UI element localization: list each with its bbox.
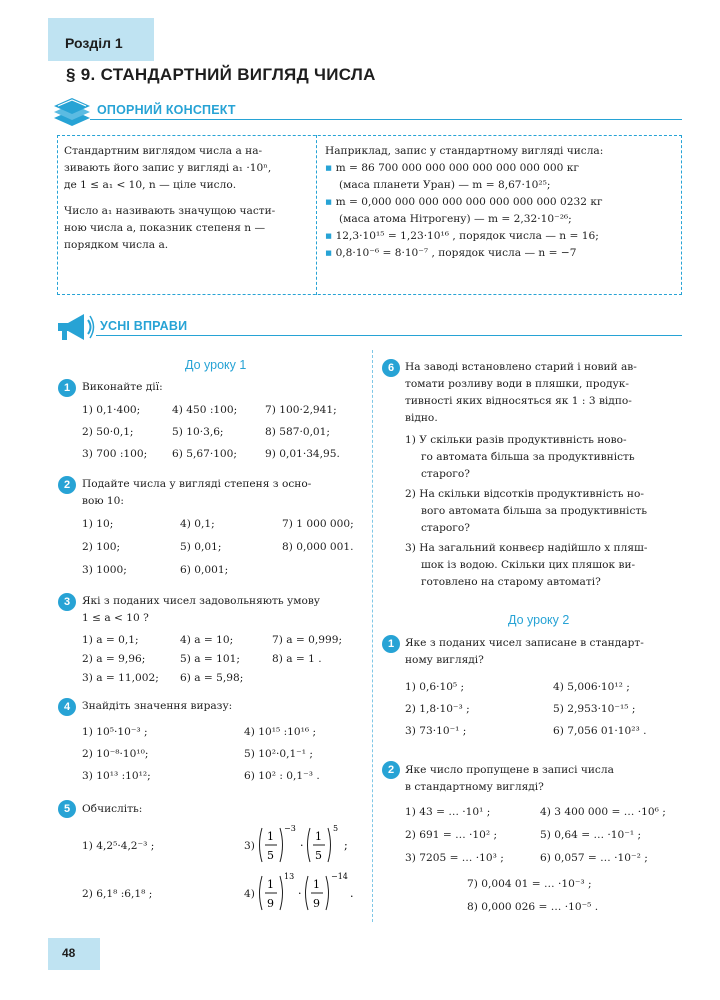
- fraction-denominator: 5: [267, 849, 274, 862]
- svg-text:·: ·: [298, 887, 302, 900]
- summary-header: ОПОРНИЙ КОНСПЕКТ: [97, 103, 236, 117]
- question-text: готовлено на старому автоматі?: [421, 576, 601, 588]
- exercise-item: 6) 0,057 = … ·10⁻² ;: [540, 852, 648, 864]
- exercise-number: 2: [58, 476, 76, 494]
- fraction-numerator: 1: [267, 830, 274, 843]
- exercise-title: Подайте числа у вигляді степеня з осно-: [82, 478, 312, 490]
- question-text: старого?: [421, 522, 470, 534]
- exercise-title: Виконайте дії:: [82, 381, 163, 393]
- exercise-item: 4): [244, 888, 255, 900]
- exercise-item: 2) 10⁻⁸·10¹⁰;: [82, 748, 149, 760]
- question-text: 2) На скільки відсотків продуктивність но-: [405, 488, 644, 500]
- exercise-item: 3) 73·10⁻¹ ;: [405, 725, 467, 737]
- summary-item: ▪ 12,3·10¹⁵ = 1,23·10¹⁶ , порядок числа — n = 16;: [325, 230, 599, 242]
- section-tab: [48, 18, 154, 61]
- exercise-item: 4) 10¹⁵ :10¹⁶ ;: [244, 726, 317, 738]
- section-label: Розділ 1: [65, 35, 123, 51]
- exercise-title: Яке число пропущене в записі числа: [405, 764, 614, 776]
- exercise-item: 3) 1000;: [82, 564, 127, 576]
- summary-item: ▪ m = 0,000 000 000 000 000 000 000 000 0232 кг: [325, 196, 603, 208]
- exercise-item: 5) 0,01;: [180, 541, 222, 553]
- exercise-item: 4) 450 :100;: [172, 404, 238, 416]
- svg-text:;: ;: [344, 839, 348, 852]
- exercise-number: 2: [382, 761, 400, 779]
- summary-right-intro: Наприклад, запис у стандартному вигляді числа:: [325, 145, 604, 157]
- exercise-item: 8) 0,000 001.: [282, 541, 354, 553]
- summary-item-text: (маса атома Нітрогену) — m = 2,32·10⁻²⁶;: [339, 213, 572, 225]
- exercise-item: 2) 691 = … ·10² ;: [405, 829, 498, 841]
- exercise-item: 1) 10⁵·10⁻³ ;: [82, 726, 148, 738]
- exercise-item: 8) a = 1 .: [272, 653, 322, 665]
- books-icon: [52, 96, 92, 130]
- summary-item-text: 0,8·10⁻⁶ = 8·10⁻⁷ , порядок числа — n = −7: [335, 247, 577, 259]
- summary-left-line: де 1 ≤ a₁ < 10, n — ціле число.: [64, 179, 237, 191]
- exercise-item: 1) a = 0,1;: [82, 634, 139, 646]
- exercise-title: в стандартному вигляді?: [405, 781, 544, 793]
- exercise-text: На заводі встановлено старий і новий ав-: [405, 361, 637, 373]
- exercise-item: 1) 4,2⁵·4,2⁻³ ;: [82, 840, 155, 852]
- fraction-denominator: 9: [267, 897, 274, 910]
- exercise-title: ному вигляді?: [405, 654, 484, 666]
- exercise-item: 3) 10¹³ :10¹²;: [82, 770, 151, 782]
- exercise-item: 3) a = 11,002;: [82, 672, 159, 684]
- exercise-number: 3: [58, 593, 76, 611]
- exercise-item: 6) 5,67·100;: [172, 448, 237, 460]
- column-divider: [372, 350, 373, 922]
- exercise-number: 4: [58, 698, 76, 716]
- exercise-item: 8) 0,000 026 = … ·10⁻⁵ .: [467, 901, 599, 913]
- summary-item-text: m = 86 700 000 000 000 000 000 000 000 кг: [335, 162, 579, 174]
- summary-right: [325, 143, 680, 262]
- summary-left-line: Стандартним виглядом числа a на-: [64, 145, 263, 157]
- exercise-item: 5) a = 101;: [180, 653, 240, 665]
- question-text: го автомата більша за продуктивність: [421, 451, 635, 463]
- exercise-text: відно.: [405, 412, 438, 424]
- exercise-item: 3) 7205 = … ·10³ ;: [405, 852, 504, 864]
- exercise-item: 2) a = 9,96;: [82, 653, 146, 665]
- summary-item: ▪ 0,8·10⁻⁶ = 8·10⁻⁷ , порядок числа — n = −7: [325, 247, 577, 259]
- summary-left-line: порядком числа a.: [64, 239, 169, 251]
- fraction-denominator: 5: [315, 849, 322, 862]
- summary-left-line: ною числа a, показник степеня n —: [64, 222, 266, 234]
- exercise-number: 1: [382, 635, 400, 653]
- svg-text:.: .: [350, 887, 354, 900]
- exercise-title: Знайдіть значення виразу:: [82, 700, 233, 712]
- exercise-item: 1) 0,6·10⁵ ;: [405, 681, 465, 693]
- question-text: шок із водою. Скільки цих пляшок ви-: [421, 559, 636, 571]
- exercise-item: 5) 10²·0,1⁻¹ ;: [244, 748, 313, 760]
- exercise-item: 1) 43 = … ·10¹ ;: [405, 806, 491, 818]
- megaphone-icon: [54, 310, 96, 348]
- exercise-item: 2) 100;: [82, 541, 121, 553]
- summary-left-line: зивають його запис у вигляді a₁ ·10ⁿ,: [64, 162, 272, 174]
- exercise-item: 6) 0,001;: [180, 564, 229, 576]
- question-text: 3) На загальний конвеєр надійшло x пляш-: [405, 542, 648, 554]
- exercise-item: 7) a = 0,999;: [272, 634, 343, 646]
- page-number: 48: [62, 946, 76, 960]
- exponent: −3: [284, 824, 296, 833]
- summary-item-text: m = 0,000 000 000 000 000 000 000 000 0232 кг: [335, 196, 603, 208]
- exponent: 13: [284, 872, 295, 881]
- fraction-expression: [258, 822, 368, 872]
- summary-item-text: 12,3·10¹⁵ = 1,23·10¹⁶ , порядок числа — n = 16;: [335, 230, 599, 242]
- exercise-title: Яке з поданих чисел записане в стандарт-: [405, 637, 644, 649]
- question-text: старого?: [421, 468, 470, 480]
- question-text: вого автомата більша за продуктивність: [421, 505, 648, 517]
- exercise-item: 6) a = 5,98;: [180, 672, 244, 684]
- exercise-item: 3) 700 :100;: [82, 448, 148, 460]
- exercise-item: 5) 2,953·10⁻¹⁵ ;: [553, 703, 636, 715]
- fraction-numerator: 1: [313, 878, 320, 891]
- exercise-item: 6) 10² : 0,1⁻³ .: [244, 770, 320, 782]
- exercise-item: 4) a = 10;: [180, 634, 234, 646]
- exercise-title: Які з поданих чисел задовольняють умову: [82, 595, 321, 607]
- exercise-item: 2) 1,8·10⁻³ ;: [405, 703, 470, 715]
- exercise-item: 4) 3 400 000 = … ·10⁶ ;: [540, 806, 666, 818]
- exercise-item: 4) 5,006·10¹² ;: [553, 681, 630, 693]
- fraction-numerator: 1: [315, 830, 322, 843]
- summary-left-line: Число a₁ називають значущою части-: [64, 205, 276, 217]
- exercise-item: 5) 10·3,6;: [172, 426, 224, 438]
- exercise-number: 6: [382, 359, 400, 377]
- exercise-title: Обчисліть:: [82, 803, 143, 815]
- question-text: 1) У скільки разів продуктивність ново-: [405, 434, 627, 446]
- exponent: −14: [331, 872, 348, 881]
- exercise-number: 1: [58, 379, 76, 397]
- svg-text:·: ·: [300, 839, 304, 852]
- fraction-denominator: 9: [313, 897, 320, 910]
- exercise-text: томати розливу води в пляшки, продук-: [405, 378, 629, 390]
- summary-left: [64, 143, 312, 254]
- exercise-item: 1) 10;: [82, 518, 114, 530]
- exercise-item: 2) 6,1⁸ :6,1⁸ ;: [82, 888, 153, 900]
- summary-divider: [316, 135, 317, 295]
- exercise-item: 7) 0,004 01 = … ·10⁻³ ;: [467, 878, 592, 890]
- exercise-item: 4) 0,1;: [180, 518, 215, 530]
- exercise-item: 2) 50·0,1;: [82, 426, 134, 438]
- page-title: § 9. СТАНДАРТНИЙ ВИГЛЯД ЧИСЛА: [66, 65, 376, 84]
- fraction-expression: [258, 870, 368, 920]
- fraction-numerator: 1: [267, 878, 274, 891]
- exercise-title: 1 ≤ a < 10 ?: [82, 612, 149, 624]
- exercise-item: 8) 587·0,01;: [265, 426, 330, 438]
- exercise-item: 5) 0,64 = … ·10⁻¹ ;: [540, 829, 642, 841]
- exercise-number: 5: [58, 800, 76, 818]
- exercise-item: 7) 100·2,941;: [265, 404, 337, 416]
- exercise-item: 9) 0,01·34,95.: [265, 448, 340, 460]
- lesson2-heading: До уроку 2: [508, 613, 570, 627]
- exercise-item: 7) 1 000 000;: [282, 518, 354, 530]
- exercise-item: 3): [244, 840, 255, 852]
- exercise-item: 1) 0,1·400;: [82, 404, 141, 416]
- exercise-item: 6) 7,056 01·10²³ .: [553, 725, 647, 737]
- summary-item: ▪ m = 86 700 000 000 000 000 000 000 000 кг: [325, 162, 579, 174]
- exponent: 5: [333, 824, 339, 833]
- summary-item-text: (маса планети Уран) — m = 8,67·10²⁵;: [339, 179, 551, 191]
- oral-header: УСНІ ВПРАВИ: [100, 319, 188, 333]
- exercise-text: тивності яких відносяться як 1 : 3 відпо-: [405, 395, 632, 407]
- exercise-title: вою 10:: [82, 495, 124, 507]
- lesson1-heading: До уроку 1: [185, 358, 247, 372]
